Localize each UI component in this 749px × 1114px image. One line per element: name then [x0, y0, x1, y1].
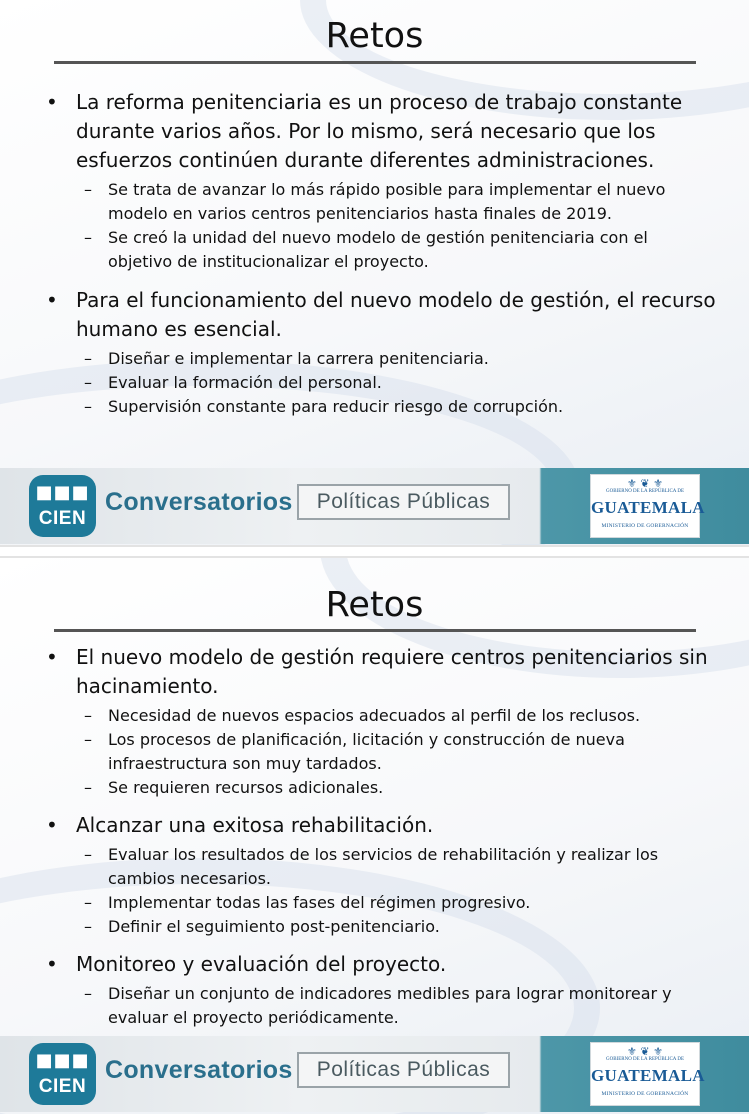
- bullet-text: Para el funcionamiento del nuevo modelo de gestión, el recurso humano es esencial.: [76, 288, 716, 341]
- cien-logo: [29, 475, 96, 537]
- sub-bullet-item: [0, 395, 749, 419]
- sub-bullet-text: Evaluar la formación del personal.: [108, 373, 382, 392]
- bullet-dot-icon: •: [46, 813, 58, 837]
- dash-icon: –: [84, 893, 92, 912]
- sub-bullet-text: Supervisión constante para reducir riesgo de corrupción.: [108, 397, 564, 416]
- bullet-text: El nuevo modelo de gestión requiere centros penitenciarios sin hacinamiento.: [76, 645, 708, 698]
- guatemala-logo-name: GUATEMALA: [591, 498, 705, 517]
- politicas-publicas-label: Políticas Públicas: [297, 484, 510, 520]
- dash-icon: –: [84, 984, 92, 1003]
- bullet-text: Alcanzar una exitosa rehabilitación.: [76, 813, 434, 837]
- bullet-text: Monitoreo y evaluación del proyecto.: [76, 952, 447, 976]
- guatemala-logo-top-text: GOBIERNO DE LA REPÚBLICA DE: [605, 489, 685, 494]
- bullet-dot-icon: •: [46, 90, 58, 114]
- dash-icon: –: [84, 349, 92, 368]
- sub-bullet-text: Los procesos de planificación, licitación y construcción de nueva infraestructura son muy tardados.: [108, 730, 625, 773]
- bullet-dot-icon: •: [46, 288, 58, 312]
- bullet-dot-icon: •: [46, 952, 58, 976]
- sub-bullet-item: [0, 178, 749, 226]
- sub-bullet-text: Se trata de avanzar lo más rápido posible para implementar el nuevo modelo en varios centros penitenciarios hasta finales de 2019.: [108, 180, 666, 223]
- bullet-item: [0, 950, 749, 979]
- sub-bullet-text: Diseñar un conjunto de indicadores medibles para lograr monitorear y evaluar el proyecto periódicamente.: [108, 984, 672, 1027]
- sub-bullet-item: [0, 843, 749, 891]
- guatemala-logo: [590, 474, 705, 538]
- conversatorios-label: Conversatorios: [105, 488, 293, 516]
- guatemala-logo: [590, 1042, 705, 1106]
- dash-icon: –: [84, 730, 92, 749]
- bullet-item: [0, 811, 749, 840]
- bullet-text: La reforma penitenciaria es un proceso de trabajo constante durante varios años. Por lo mismo, será necesario que los esfuerzos continúen durante diferentes administraciones.: [76, 90, 683, 172]
- guatemala-logo-subtitle: MINISTERIO DE GOBERNACIÓN: [601, 523, 689, 529]
- dash-icon: –: [84, 917, 92, 936]
- sub-bullet-item: [0, 347, 749, 371]
- slide-body: [0, 88, 749, 419]
- bullet-dot-icon: •: [46, 645, 58, 669]
- cien-dots-icon: ■■■: [35, 1050, 90, 1071]
- sub-bullet-text: Implementar todas las fases del régimen progresivo.: [108, 893, 531, 912]
- guatemala-logo-name: GUATEMALA: [591, 1066, 705, 1085]
- dash-icon: –: [84, 706, 92, 725]
- dash-icon: –: [84, 397, 92, 416]
- slide-2: [0, 556, 749, 1114]
- sub-bullet-text: Se creó la unidad del nuevo modelo de gestión penitenciaria con el objetivo de institucionalizar el proyecto.: [108, 228, 648, 271]
- cien-logo-text: CIEN: [38, 1076, 87, 1097]
- cien-logo: [29, 1043, 96, 1105]
- sub-bullet-item: [0, 915, 749, 939]
- sub-bullet-item: [0, 226, 749, 274]
- dash-icon: –: [84, 845, 92, 864]
- sub-bullet-item: [0, 704, 749, 728]
- sub-bullet-text: Necesidad de nuevos espacios adecuados al perfil de los reclusos.: [108, 706, 641, 725]
- dash-icon: –: [84, 180, 92, 199]
- guatemala-logo-top-text: GOBIERNO DE LA REPÚBLICA DE: [605, 1057, 685, 1062]
- sub-bullet-item: [0, 776, 749, 800]
- slide-body: [0, 643, 749, 1030]
- slide-1: [0, 0, 749, 547]
- sub-bullet-text: Evaluar los resultados de los servicios de rehabilitación y realizar los cambios necesarios.: [108, 845, 659, 888]
- title-divider: [54, 629, 696, 632]
- slide-footer: [0, 1036, 749, 1112]
- bullet-item: [0, 643, 749, 701]
- sub-bullet-item: [0, 371, 749, 395]
- sub-bullet-item: [0, 891, 749, 915]
- dash-icon: –: [84, 228, 92, 247]
- dash-icon: –: [84, 778, 92, 797]
- sub-bullet-item: [0, 728, 749, 776]
- politicas-publicas-label: Políticas Públicas: [297, 1052, 510, 1088]
- guatemala-logo-subtitle: MINISTERIO DE GOBERNACIÓN: [601, 1091, 689, 1097]
- guatemala-emblem-icon: ⚜ ❦ ⚜: [627, 1045, 663, 1058]
- cien-dots-icon: ■■■: [35, 482, 90, 503]
- title-divider: [54, 61, 696, 64]
- sub-bullet-text: Diseñar e implementar la carrera penitenciaria.: [108, 349, 489, 368]
- conversatorios-label: Conversatorios: [105, 1056, 293, 1084]
- slide-title: Retos: [325, 585, 424, 625]
- bullet-item: [0, 88, 749, 175]
- dash-icon: –: [84, 373, 92, 392]
- cien-logo-text: CIEN: [38, 508, 87, 529]
- sub-bullet-text: Se requieren recursos adicionales.: [108, 778, 384, 797]
- bullet-item: [0, 286, 749, 344]
- guatemala-emblem-icon: ⚜ ❦ ⚜: [627, 477, 663, 490]
- sub-bullet-item: [0, 982, 749, 1030]
- slide-footer: [0, 468, 749, 544]
- slide-title: Retos: [325, 16, 424, 56]
- sub-bullet-text: Definir el seguimiento post-penitenciario.: [108, 917, 440, 936]
